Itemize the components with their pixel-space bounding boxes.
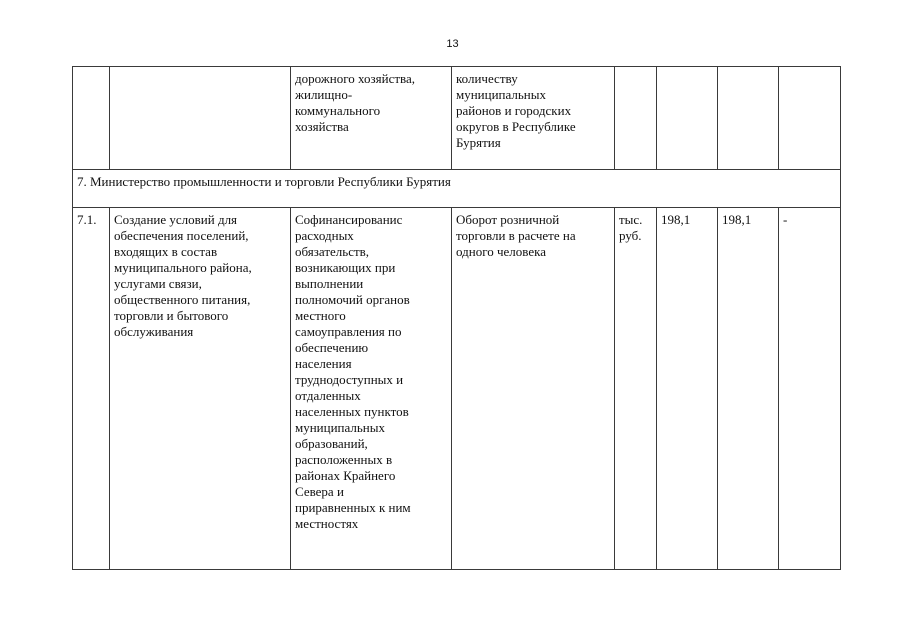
section-header-row — [73, 170, 841, 208]
activity-cell: Софинансированис расходных обязательств, возникающих при выполнении полномочий органов местного самоуправления по обеспечению населения труднодоступных и отдаленных населенных пунктов муниципальных образований, расположенных в районах Крайнего Севера и приравненных к ним местностях — [291, 208, 452, 570]
indicator-cell: количеству муниципальных районов и городских округов в Республике Бурятия — [452, 67, 615, 170]
value-cell-1 — [657, 67, 718, 170]
program-table — [72, 66, 841, 570]
indicator-cell: Оборот розничной торговли в расчете на одного человека — [452, 208, 615, 570]
measure-name-cell — [110, 67, 291, 170]
unit-cell: тыс. руб. — [615, 208, 657, 570]
unit-cell — [615, 67, 657, 170]
table-row-continuation — [73, 67, 841, 170]
value-cell-2 — [718, 67, 779, 170]
value-cell-3 — [779, 67, 841, 170]
value-cell-1: 198,1 — [657, 208, 718, 570]
measure-name-cell: Создание условий для обеспечения поселений, входящих в состав муниципального района, услугами связи, общественного питания, торговли и бытового обслуживания — [110, 208, 291, 570]
table-row-7-1 — [73, 208, 841, 570]
page-number: 13 — [446, 38, 459, 50]
section-title: 7. Министерство промышленности и торговли Республики Бурятия — [73, 170, 841, 208]
row-number-cell — [73, 67, 110, 170]
value-cell-2: 198,1 — [718, 208, 779, 570]
row-number-cell: 7.1. — [73, 208, 110, 570]
activity-cell: дорожного хозяйства, жилищно- коммунального хозяйства — [291, 67, 452, 170]
value-cell-3: - — [779, 208, 841, 570]
